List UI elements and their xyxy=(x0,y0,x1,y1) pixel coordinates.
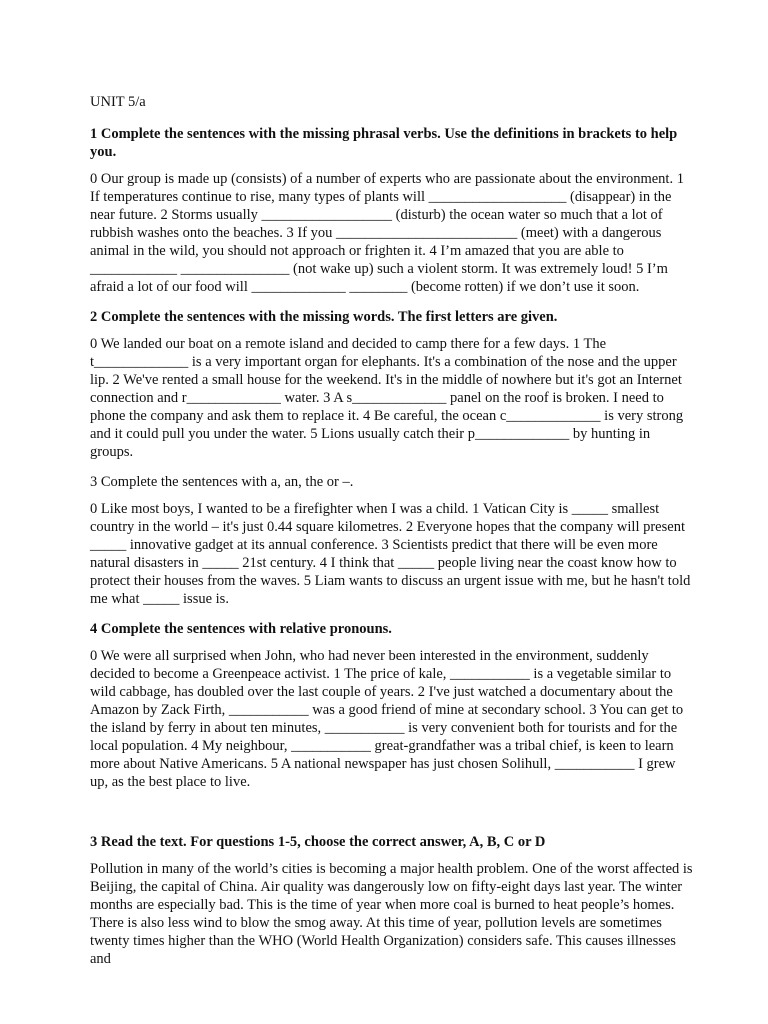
section-1-body: 0 Our group is made up (consists) of a number of experts who are passionate about the environment. 1 If temperatures continue to rise, many types of plants will ___________________ (disappear) in the near future. 2 Storms usually __________________ (disturb) the ocean water so much that a lot of rubbish washes onto the beaches. 3 If you _________________________ (meet) with a dangerous animal in the wild, you should not approach or frighten it. 4 I’m amazed that you are able to ____________ _______________ (not wake up) such a violent storm. It was extremely loud! 5 I’m afraid a lot of our food will _____________ ________ (become rotten) if we don’t use it soon. xyxy=(90,171,684,295)
section-3-heading: 3 Complete the sentences with a, an, the or –. xyxy=(90,474,354,490)
section-spacer xyxy=(90,803,695,833)
section-4-body: 0 We were all surprised when John, who had never been interested in the environment, suddenly decided to become a Greenpeace activist. 1 The price of kale, ___________ is a vegetable similar to wild cabbage, has doubled over the last couple of years. 2 I've just watched a documentary about the Amazon by Zack Firth, ___________ was a good friend of mine at secondary school. 3 You can get to the island by ferry in about ten minutes, ___________ is very convenient both for tourists and for the local population. 4 My neighbour, ___________ great-grandfather was a tribal chief, is keen to learn more about Native Americans. 5 A national newspaper has just chosen Solihull, ___________ I grew up, as the best place to live. xyxy=(90,648,684,790)
unit-title: UNIT 5/a xyxy=(90,94,146,110)
section-4-heading: 4 Complete the sentences with relative pronouns. xyxy=(90,621,392,637)
reading-heading: 3 Read the text. For questions 1-5, choose the correct answer, A, B, C or D xyxy=(90,834,546,850)
section-3-body: 0 Like most boys, I wanted to be a firefighter when I was a child. 1 Vatican City is _____ smallest country in the world – it's just 0.44 square kilometres. 2 Everyone hopes that the company will present _____ innovative gadget at its annual conference. 3 Scientists predict that there will be even more natural disasters in _____ 21st century. 4 I think that _____ people living near the coast know how to protect their houses from the waves. 5 Liam wants to discuss an urgent issue with me, but he hasn't told me what _____ issue is. xyxy=(90,501,691,607)
section-1-heading: 1 Complete the sentences with the missing phrasal verbs. Use the definitions in brackets to help you. xyxy=(90,126,678,160)
reading-text: Pollution in many of the world’s cities is becoming a major health problem. One of the worst affected is Beijing, the capital of China. Air quality was dangerously low on fifty-eight days last year. The winter months are especially bad. This is the time of year when more coal is burned to heat people’s homes. There is also less wind to blow the smog away. At this time of year, pollution levels are sometimes twenty times higher than the WHO (World Health Organization) considers safe. This causes illnesses and xyxy=(90,861,693,967)
section-2-body: 0 We landed our boat on a remote island and decided to camp there for a few days. 1 The t_____________ is a very important organ for elephants. It's a combination of the nose and the upper lip. 2 We've rented a small house for the weekend. It's in the middle of nowhere but it's got an Internet connection and r_____________ water. 3 A s_____________ panel on the roof is broken. I need to phone the company and ask them to replace it. 4 Be careful, the ocean c_____________ is very strong and it could pull you under the water. 5 Lions usually catch their p_____________ by hunting in groups. xyxy=(90,336,684,460)
section-2-heading: 2 Complete the sentences with the missing words. The first letters are given. xyxy=(90,309,558,325)
